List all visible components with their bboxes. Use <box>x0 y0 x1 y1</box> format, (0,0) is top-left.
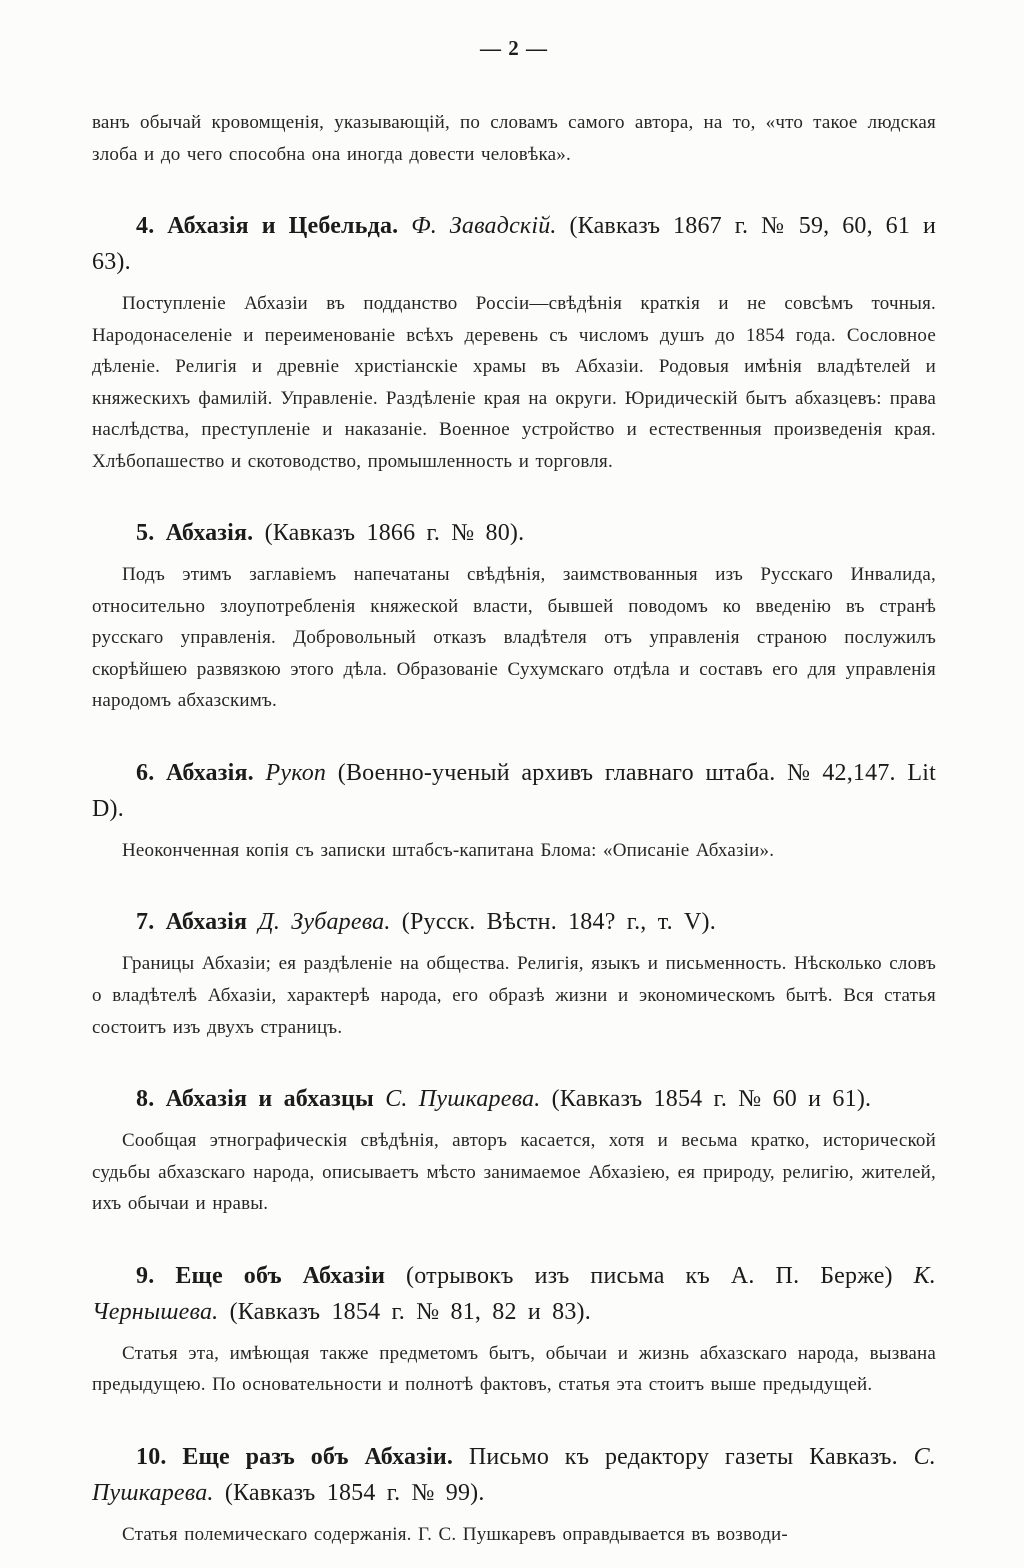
entry-heading-italic-part: Ф. Завадскій. <box>411 213 557 240</box>
entry-heading <box>92 1439 936 1511</box>
entry-heading <box>92 515 936 551</box>
entry-annotation: Поступленіе Абхазіи въ подданство Россіи—свѣдѣнія краткія и не совсѣмъ точныя. Народонаселеніе и переименованіе всѣхъ деревень съ числомъ душъ до 1854 года. Сословное дѣленіе. Религія и древніе христіанскіе храмы въ Абхазіи. Родовыя имѣнія владѣтелей и княжескихъ фамилій. Управленіе. Раздѣленіе края на округи. Юридическій бытъ абхазцевъ: права наслѣдства, преступленіе и наказаніе. Военное устройство и естественныя произведенія края. Хлѣбопашество и скотоводство, промышленность и торговля. <box>92 293 936 472</box>
entry-heading <box>92 755 936 827</box>
entry-heading-roman-part: (Русск. Вѣстн. 184? г., т. V). <box>390 909 716 936</box>
entry-heading-italic-part: С. Пушкарева. <box>92 1443 936 1506</box>
continuation-paragraph: ванъ обычай кровомщенія, указывающій, по словамъ самого автора, на то, «что такое людская злоба и до чего способна она иногда довести человѣка». <box>92 112 936 165</box>
entry-heading-bold-part: 7. Абхазія <box>136 909 259 936</box>
bibliography-entry <box>92 1258 936 1401</box>
entry-annotation: Границы Абхазіи; ея раздѣленіе на общества. Религія, языкъ и письменность. Нѣсколько словъ о владѣтелѣ Абхазіи, характерѣ народа, его образѣ жизни и экономическомъ бытѣ. Вся статья состоитъ изъ двухъ страницъ. <box>92 953 936 1038</box>
bibliography-entry <box>92 515 936 717</box>
entry-heading <box>92 904 936 940</box>
entry-heading-roman-part: (Кавказъ 1866 г. № 80). <box>264 520 525 547</box>
entry-heading-italic-part: С. Пушкарева. <box>385 1086 541 1113</box>
entry-heading-bold-part: 8. Абхазія и абхазцы <box>136 1086 386 1113</box>
entry-heading-roman-part: (Кавказъ 1854 г. № 60 и 61). <box>540 1086 872 1113</box>
entry-annotation: Сообщая этнографическія свѣдѣнія, авторъ касается, хотя и весьма кратко, исторической судьбы абхазскаго народа, описываетъ мѣсто занимаемое Абхазіею, ея природу, религію, жителей, ихъ обычаи и нравы. <box>92 1130 936 1215</box>
entry-heading-bold-part: 9. Еще объ Абхазіи <box>136 1262 407 1289</box>
entry-annotation: Неоконченная копія съ записки штабсъ-капитана Блома: «Описаніе Абхазіи». <box>122 839 775 861</box>
entry-heading-bold-part: 10. Еще разъ объ Абхазіи. <box>136 1443 469 1470</box>
entry-heading-roman-part: (Кавказъ 1854 г. № 99). <box>213 1479 485 1506</box>
bibliography-entry <box>92 1439 936 1551</box>
page-number: — 2 — <box>480 36 548 60</box>
entry-heading <box>92 1258 936 1330</box>
bibliography-entry <box>92 904 936 1043</box>
bibliography-entry <box>92 1081 936 1220</box>
entry-heading <box>92 208 936 280</box>
entry-heading-bold-part: 6. Абхазія. <box>136 759 266 786</box>
entry-annotation: Статья полемическаго содержанія. Г. С. Пушкаревъ оправдывается въ возводи- <box>122 1523 788 1545</box>
entry-heading-roman-part: (отрывокъ изъ письма къ А. П. Берже) <box>406 1262 914 1289</box>
entry-heading-roman-part: (Кавказъ 1854 г. № 81, 82 и 83). <box>218 1298 591 1325</box>
entry-heading-roman-part: (Кавказъ 1867 г. № 59, 60, 61 и 63). <box>92 213 936 276</box>
entry-heading-roman-part: (Военно-ученый архивъ главнаго штаба. № 42,147. Lit D). <box>92 759 936 822</box>
bibliography-entries <box>92 208 936 1550</box>
entry-annotation: Подъ этимъ заглавіемъ напечатаны свѣдѣнія, заимствованныя изъ Русскаго Инвалида, относительно злоупотребленія княжеской власти, бывшей поводомъ ко введенію въ странѣ русскаго управленія. Добровольный отказъ владѣтеля отъ управленія страною послужилъ скорѣйшею развязкою этого дѣла. Образованіе Сухумскаго отдѣла и составъ его для управленія народомъ абхазскимъ. <box>92 564 936 712</box>
entry-heading-roman-part: Письмо къ редактору газеты Кавказъ. <box>468 1443 914 1470</box>
entry-heading-bold-part: 5. Абхазія. <box>136 520 265 547</box>
bibliography-entry <box>92 755 936 867</box>
entry-heading-italic-part: К. Чернышева. <box>92 1262 936 1325</box>
bibliography-entry <box>92 208 936 477</box>
entry-annotation: Статья эта, имѣющая также предметомъ бытъ, обычаи и жизнь абхазскаго народа, вызвана предыдущею. По основательности и полнотѣ фактовъ, статья эта стоитъ выше предыдущей. <box>92 1342 936 1396</box>
entry-heading-italic-part: Д. Зубарева. <box>258 909 391 936</box>
entry-heading-bold-part: 4. Абхазія и Цебельда. <box>136 213 412 240</box>
entry-heading-italic-part: Рукоп <box>265 759 338 786</box>
entry-heading <box>92 1081 936 1117</box>
